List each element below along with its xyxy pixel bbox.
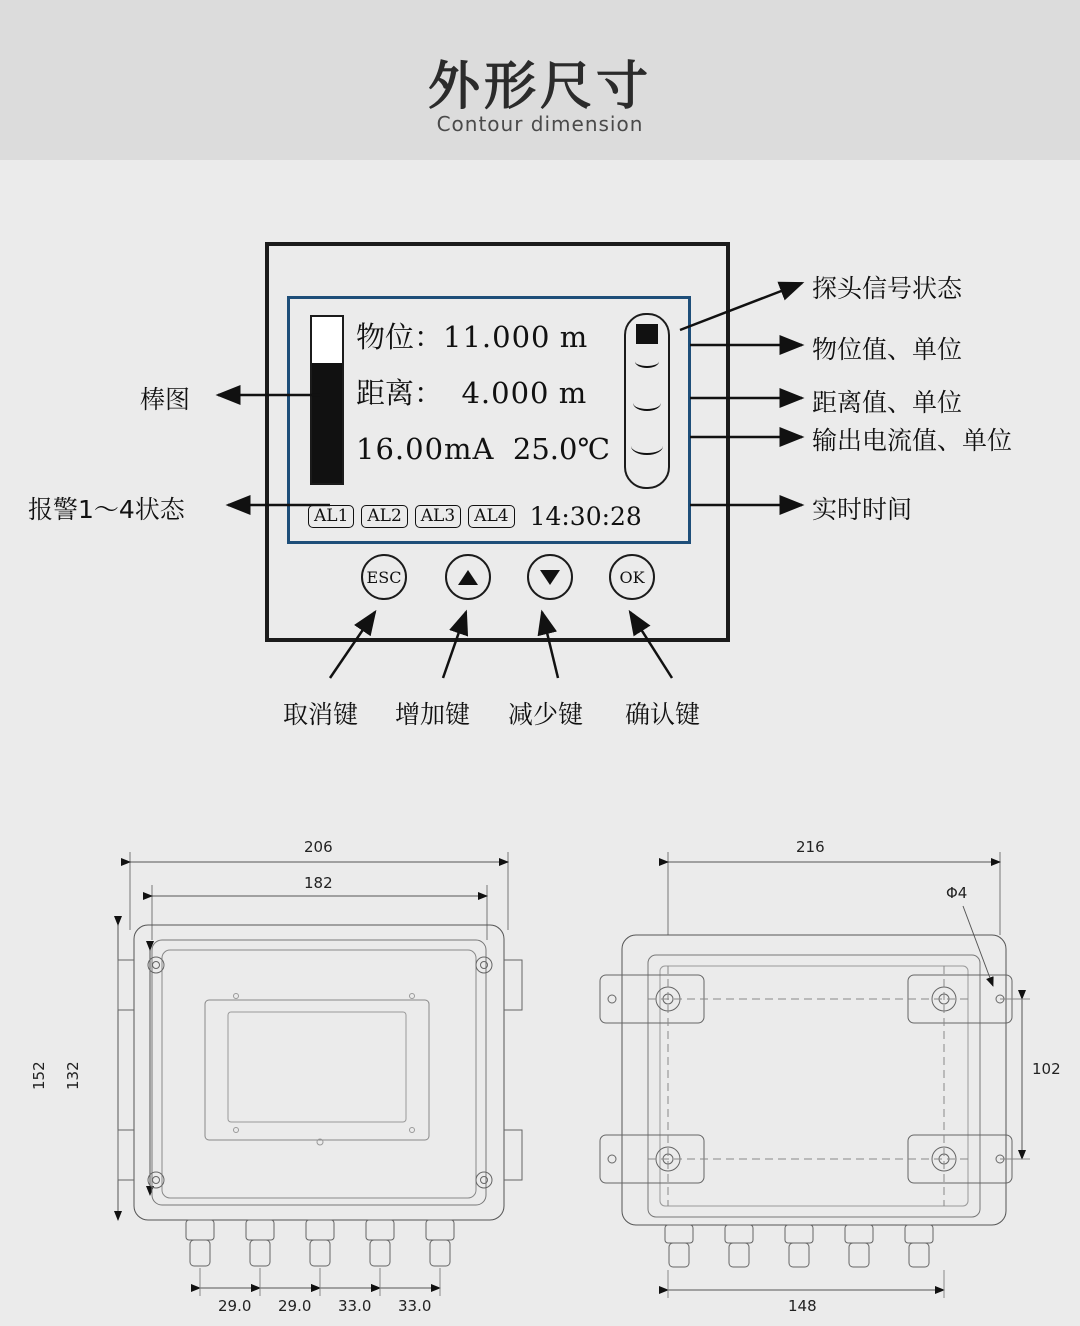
page-subtitle: Contour dimension — [436, 112, 644, 136]
readout-distance-value: 4.000 — [461, 376, 550, 410]
dim-front-width-outer: 206 — [304, 838, 333, 856]
signal-source-icon — [636, 324, 658, 344]
status-badge-al2: AL2 — [361, 505, 407, 528]
down-button[interactable] — [527, 554, 573, 600]
readout-distance-unit: m — [558, 376, 587, 410]
ok-button-label: OK — [619, 567, 645, 587]
readout-level-unit: m — [559, 320, 588, 354]
page-title: 外形尺寸 — [427, 57, 652, 117]
dim-gland-1: 29.0 — [218, 1297, 252, 1315]
annotation-realtime: 实时时间 — [812, 495, 913, 524]
label-down-key: 减少键 — [508, 700, 584, 729]
dim-gland-2: 29.0 — [278, 1297, 312, 1315]
annotation-level-value: 物位值、单位 — [812, 335, 963, 364]
probe-signal-indicator — [624, 313, 670, 489]
triangle-down-icon — [540, 570, 560, 585]
dim-gland-3: 33.0 — [338, 1297, 372, 1315]
up-button[interactable] — [445, 554, 491, 600]
bar-graph — [310, 315, 344, 485]
dim-gland-4: 33.0 — [398, 1297, 432, 1315]
label-ok-key: 确认键 — [625, 700, 701, 729]
realtime-clock: 14:30:28 — [529, 501, 642, 531]
annotation-output-current: 输出电流值、单位 — [812, 426, 1013, 455]
device-screen — [287, 296, 691, 544]
dim-front-height-inner: 132 — [64, 1061, 82, 1090]
signal-wave-icon — [633, 393, 661, 411]
readout-current-value: 16.00mA — [356, 432, 495, 466]
ok-button[interactable] — [609, 554, 655, 600]
esc-button[interactable] — [361, 554, 407, 600]
annotation-distance-value: 距离值、单位 — [812, 388, 963, 417]
readout-distance-label: 距离： — [356, 376, 444, 410]
status-badge-al4: AL4 — [468, 505, 514, 528]
bar-graph-fill — [312, 363, 342, 483]
readout-distance — [356, 365, 616, 421]
label-esc-key: 取消键 — [283, 700, 359, 729]
alarm-status-row — [308, 501, 678, 531]
readout-level-value: 11.000 — [443, 320, 551, 354]
dim-hole-note: Φ4 — [946, 884, 968, 902]
status-badge-al3: AL3 — [415, 505, 461, 528]
status-badge-al1: AL1 — [308, 505, 354, 528]
esc-button-label: ESC — [366, 567, 402, 587]
annotation-alarms: 报警1～4状态 — [28, 495, 185, 524]
page-header — [0, 0, 1080, 160]
dim-front-height-outer: 152 — [30, 1061, 48, 1090]
dim-front-width-inner: 182 — [304, 874, 333, 892]
readout-temperature-value: 25.0℃ — [512, 432, 610, 466]
dim-back-height-inner: 102 — [1032, 1060, 1061, 1078]
dim-back-width-inner: 148 — [788, 1297, 817, 1315]
annotation-bargraph: 棒图 — [140, 385, 191, 414]
dim-back-width-outer: 216 — [796, 838, 825, 856]
readout-level-label: 物位： — [356, 320, 444, 354]
device-front-panel — [265, 242, 730, 642]
readout-level — [356, 309, 616, 365]
signal-wave-icon — [635, 353, 659, 368]
triangle-up-icon — [458, 570, 478, 585]
annotation-probe-signal: 探头信号状态 — [812, 274, 963, 303]
signal-wave-icon — [631, 435, 663, 455]
label-up-key: 增加键 — [395, 700, 471, 729]
readout-area — [356, 309, 616, 477]
readout-current — [356, 421, 616, 477]
